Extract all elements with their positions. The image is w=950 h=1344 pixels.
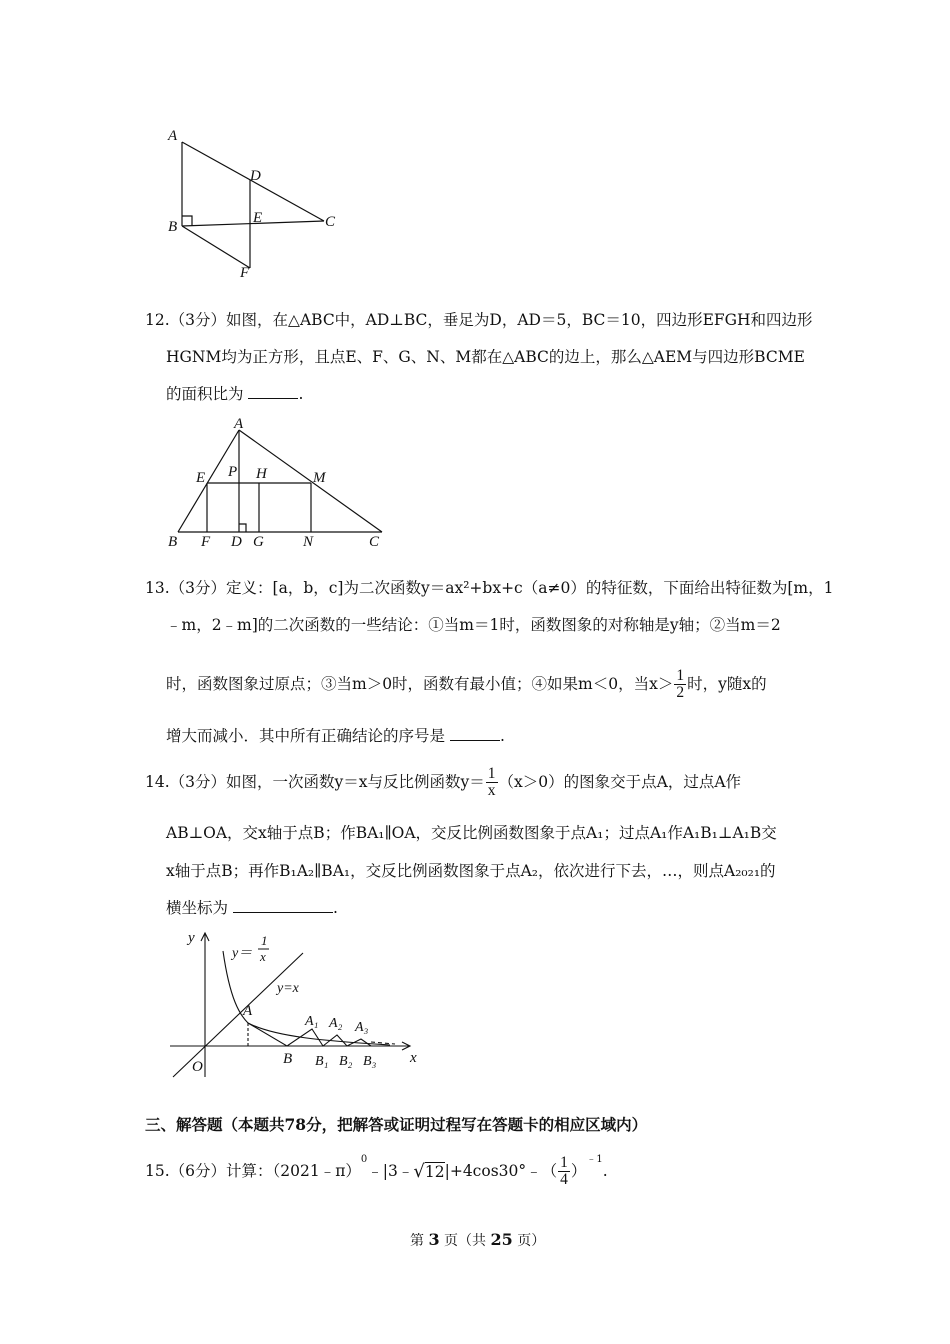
label-e: E — [196, 470, 206, 486]
q14-line4: 横坐标为 . — [166, 899, 338, 917]
q14-line3: x轴于点B；再作B₁A₂∥BA₁，交反比例函数图象于点A₂，依次进行下去，…，则点A₂₀₂₁的 — [166, 862, 776, 880]
q13-line4: 增大而减小．其中所有正确结论的序号是 . — [166, 727, 505, 745]
page-total: 25 — [490, 1230, 513, 1249]
sqrt-12: √12 — [413, 1160, 445, 1182]
q14-line2: AB⊥OA，交x轴于点B；作BA₁∥OA，交反比例函数图象于点A₁；过点A₁作A₁B₁⊥A₁B交 — [166, 824, 777, 842]
label-d: D — [231, 534, 242, 550]
q14-line1: 14.（3分）如图，一次函数y＝x与反比例函数y＝ $\frac{1}{x}$ （x＞0）的图象交于点A，过点A作 — [145, 765, 742, 800]
q12-number: 12.（3分）如图，在△ABC中，AD⊥BC，垂足为D，AD＝5，BC＝10，四边形EFGH和四边形 — [145, 311, 813, 329]
label-a2: A₂ — [329, 1016, 343, 1031]
figure-q11 — [160, 125, 350, 285]
section-3-title: 三、解答题（本题共78分，把解答或证明过程写在答题卡的相应区域内） — [145, 1115, 648, 1134]
q12-line2: HGNM均为正方形，且点E、F、G、N、M都在△ABC的边上，那么△AEM与四边形BCME — [166, 348, 805, 366]
fraction-one-over-x: $\frac{1}{x}$ — [487, 765, 496, 800]
figure-q14 — [165, 925, 430, 1085]
label-a: A — [168, 128, 178, 144]
label-a1: A₁ — [305, 1014, 319, 1029]
q12-line3: 的面积比为 . — [166, 385, 304, 403]
q13-line2: ﹣m，2﹣m]的二次函数的一些结论：①当m＝1时，函数图象的对称轴是y轴；②当m＝2 — [166, 616, 781, 634]
q13-line1: 13.（3分）定义：[a，b，c]为二次函数y＝ax²+bx+c（a≠0）的特征数，下面给出特征数为[m，1 — [145, 579, 834, 597]
label-a3: A₃ — [355, 1020, 369, 1035]
curve-eq-lhs: y＝ — [232, 946, 253, 961]
figure-q12 — [160, 410, 400, 555]
label-a: A — [243, 1003, 253, 1019]
line-eq: y=x — [277, 981, 299, 996]
label-f: F — [201, 534, 211, 550]
fraction-one-quarter: $\frac{1}{4}$ — [560, 1154, 568, 1189]
label-b1: B₁ — [315, 1054, 329, 1069]
q15-line: 15.（6分）计算：（2021﹣π）$^0$﹣|3﹣√12|+4cos30°﹣（ $\frac{1}{4}$ ）$^{﹣1}$. — [145, 1154, 608, 1189]
axis-y: y — [188, 930, 195, 946]
label-b: B — [168, 219, 178, 235]
label-h: H — [256, 466, 267, 482]
label-d: D — [250, 168, 261, 184]
axis-x: x — [410, 1050, 417, 1066]
label-a: A — [234, 416, 244, 432]
label-c: C — [369, 534, 380, 550]
label-b: B — [283, 1051, 293, 1067]
page-number: 3 — [428, 1230, 440, 1249]
label-m: M — [313, 470, 326, 486]
label-p: P — [228, 464, 238, 480]
label-g: G — [253, 534, 264, 550]
fraction-one-half: $\frac{1}{2}$ — [676, 667, 685, 702]
origin-o: O — [192, 1059, 203, 1075]
label-b: B — [168, 534, 178, 550]
page-footer: 第 3 页（共 25 页） — [410, 1230, 546, 1249]
label-e: E — [253, 210, 263, 226]
q13-line3: 时，函数图象过原点；③当m＞0时，函数有最小值；④如果m＜0，当x＞ $\frac{1}{2}$ 时，y随x的 — [166, 667, 767, 702]
label-c: C — [325, 214, 336, 230]
label-b3: B₃ — [363, 1054, 377, 1069]
label-n: N — [303, 534, 314, 550]
label-b2: B₂ — [339, 1054, 353, 1069]
label-f: F — [240, 265, 250, 281]
curve-eq-num: 1 — [261, 933, 268, 948]
curve-eq-den: x — [260, 949, 266, 964]
q12-line1: 如图，在△ABC中，AD⊥BC，垂足为D，AD＝5，BC＝10，四边形EFGH和四边形 — [226, 311, 813, 329]
